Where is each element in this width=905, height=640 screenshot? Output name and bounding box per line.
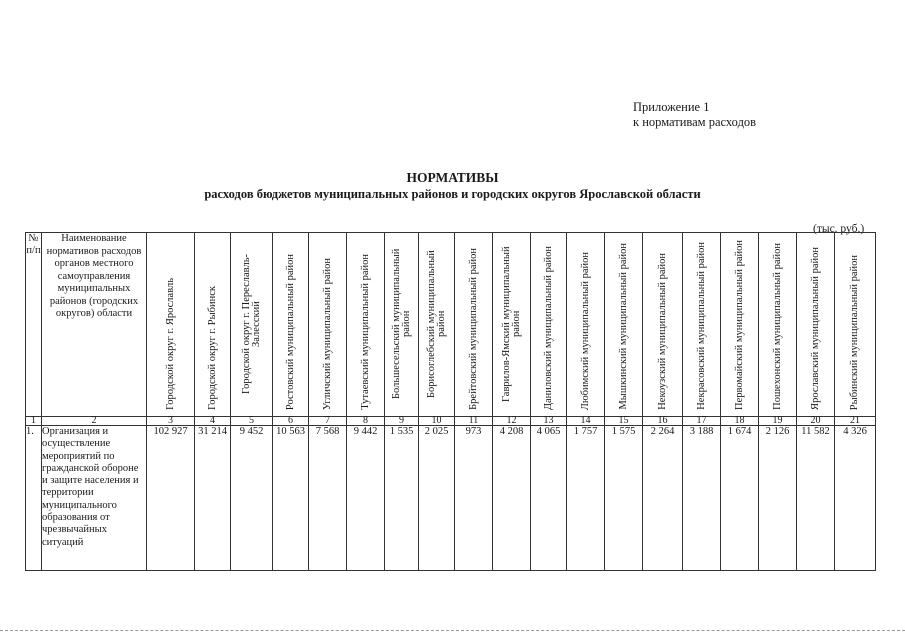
municipality-label: Мышкинский муниципальный район [617,243,629,410]
municipality-label: Брейтовский муниципальный район [467,248,479,410]
header-municipality [273,233,309,417]
value-cell: 4 208 [493,426,531,571]
municipality-label: Городской округ г. Ярославль [164,278,176,410]
header-municipality [643,233,683,417]
municipality-label: Угличский муниципальный район [321,257,333,410]
municipality-label: Некрасовский муниципальный район [695,242,707,410]
value-cell: 9 442 [347,426,385,571]
header-municipality [309,233,347,417]
header-municipality [455,233,493,417]
municipality-label: Любимский муниципальный район [579,251,591,410]
value-cell: 7 568 [309,426,347,571]
value-cell: 9 452 [231,426,273,571]
municipality-label: Гаврилов-Ямский муниципальный район [500,246,522,402]
column-number: 17 [683,417,721,426]
municipality-label: Большесельский муниципальный район [390,248,412,400]
value-cell: 1 674 [721,426,759,571]
header-municipality [231,233,273,417]
column-number: 20 [797,417,835,426]
municipality-label: Некоузский муниципальный район [656,253,668,410]
row-number: 1. [26,426,42,571]
municipality-label: Ростовский муниципальный район [284,253,296,410]
header-municipality [721,233,759,417]
header-municipality [147,233,195,417]
norms-table [25,232,876,571]
column-number: 11 [455,417,493,426]
row-description: Организация и осуществление мероприятий по гражданской обороне и защите населения и территории муниципального образования от чрезвычайных ситуаций [42,426,147,571]
value-cell: 4 065 [531,426,567,571]
column-number: 5 [231,417,273,426]
unit-label: (тыс. руб.) [813,223,865,235]
header-municipality [605,233,643,417]
column-number: 15 [605,417,643,426]
header-municipality [195,233,231,417]
municipality-label: Даниловский муниципальный район [542,245,554,410]
column-number: 6 [273,417,309,426]
value-cell: 1 535 [385,426,419,571]
document-subtitle: расходов бюджетов муниципальных районов и городских округов Ярославской области [204,187,701,201]
value-cell: 1 757 [567,426,605,571]
value-cell: 31 214 [195,426,231,571]
appendix-line-2: к нормативам расходов [633,115,757,129]
column-number: 14 [567,417,605,426]
column-number: 16 [643,417,683,426]
column-number: 10 [419,417,455,426]
column-number: 19 [759,417,797,426]
column-number: 3 [147,417,195,426]
municipality-label: Тутаевский муниципальный район [359,254,371,410]
column-number: 12 [493,417,531,426]
value-cell: 2 264 [643,426,683,571]
municipality-label: Ярославский муниципальный район [809,247,821,410]
value-cell: 1 575 [605,426,643,571]
value-cell: 4 326 [835,426,876,571]
column-number: 13 [531,417,567,426]
value-cell: 3 188 [683,426,721,571]
appendix-note [633,100,756,130]
table-row [26,426,876,571]
header-municipality [385,233,419,417]
municipality-label: Рыбинский муниципальный район [849,254,860,410]
value-cell: 2 126 [759,426,797,571]
value-cell: 2 025 [419,426,455,571]
municipality-label: Борисоглебский муниципальный район [425,250,447,398]
appendix-line-1: Приложение 1 [633,100,710,114]
column-number: 9 [385,417,419,426]
header-municipality [759,233,797,417]
municipality-label: Городской округ г. Переславль-Залесский [240,254,262,394]
header-municipality [835,233,876,417]
column-number: 2 [42,417,147,426]
value-cell: 973 [455,426,493,571]
value-cell: 11 582 [797,426,835,571]
header-municipality [347,233,385,417]
municipality-label: Пошехонский муниципальный район [771,243,783,410]
column-number: 18 [721,417,759,426]
header-municipality [419,233,455,417]
header-municipality [797,233,835,417]
column-number: 21 [835,417,876,426]
value-cell: 10 563 [273,426,309,571]
page-edge-line [0,630,905,631]
header-municipality [531,233,567,417]
value-cell: 102 927 [147,426,195,571]
municipality-label: Первомайский муниципальный район [733,240,745,410]
column-number: 8 [347,417,385,426]
column-number: 7 [309,417,347,426]
header-municipality [683,233,721,417]
municipality-label: Городской округ г. Рыбинск [206,286,218,410]
header-municipality [493,233,531,417]
header-municipality [567,233,605,417]
column-number: 1 [26,417,42,426]
column-number: 4 [195,417,231,426]
header-col-number: № п/п [26,233,42,417]
header-col-name: Наименование нормативов расходов органов местного самоуправления муниципальных районов (городских округов) области [42,233,147,417]
document-title: НОРМАТИВЫ [406,170,499,185]
